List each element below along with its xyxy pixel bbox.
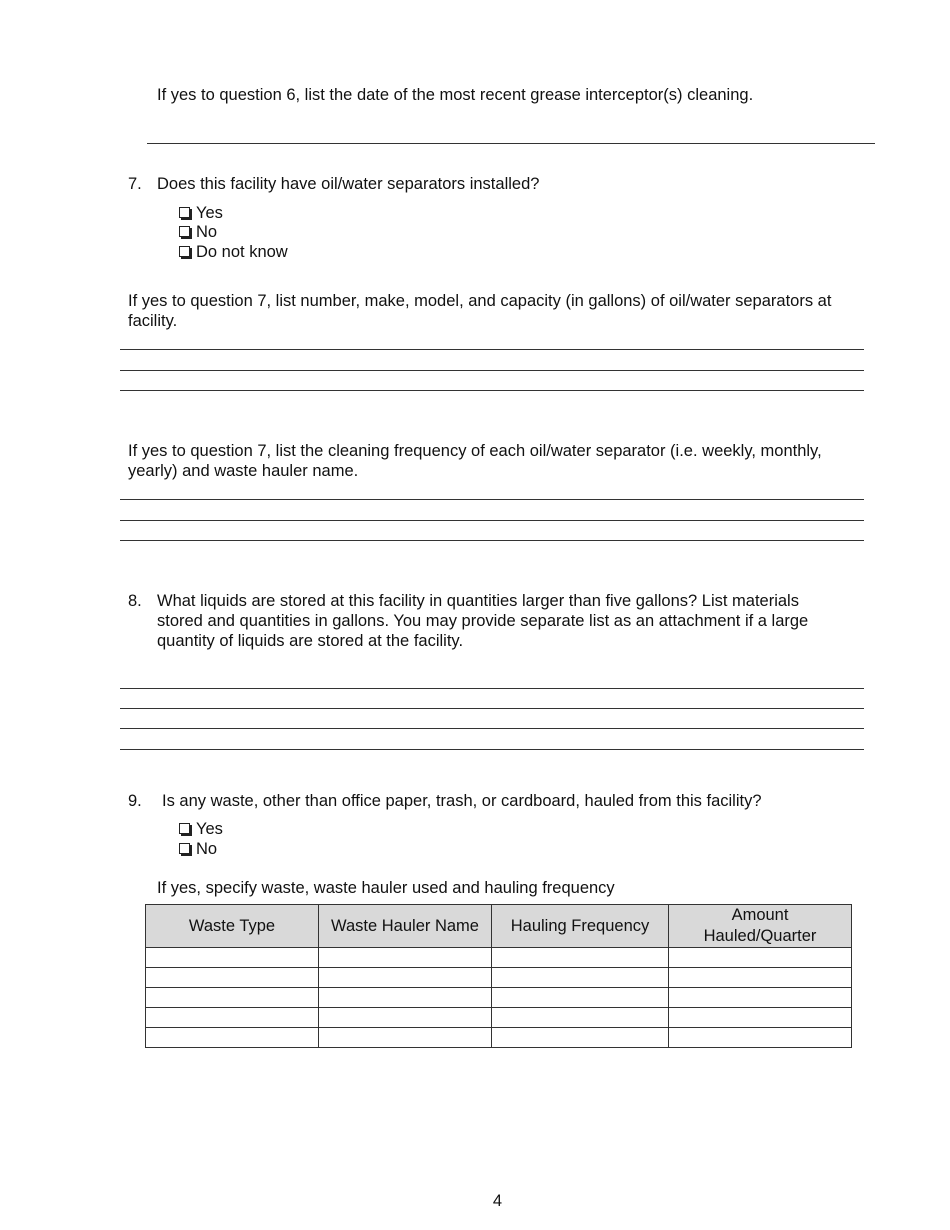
- q7-followup-1-text: If yes to question 7, list number, make, model, and capacity (in gallons) of oil/water separators at facility.: [128, 292, 832, 330]
- table-cell[interactable]: [492, 988, 669, 1008]
- q7-text: Does this facility have oil/water separators installed?: [157, 175, 540, 193]
- q7-answer-line[interactable]: [120, 520, 864, 521]
- q7-option-yes[interactable]: [179, 203, 223, 223]
- q9-option-no[interactable]: [179, 839, 217, 859]
- table-row: [146, 1028, 852, 1048]
- q9-option-yes[interactable]: [179, 819, 223, 839]
- q9-option-label: Yes: [196, 820, 223, 838]
- table-cell[interactable]: [492, 968, 669, 988]
- q8-number: 8.: [128, 592, 142, 610]
- q6-followup-text: If yes to question 6, list the date of the most recent grease interceptor(s) cleaning.: [157, 86, 754, 104]
- table-cell[interactable]: [319, 1008, 492, 1028]
- table-cell[interactable]: [319, 948, 492, 968]
- table-cell[interactable]: [146, 948, 319, 968]
- q7-option-label: Do not know: [196, 243, 288, 261]
- q7-option-do-not-know[interactable]: [179, 242, 288, 262]
- q8-answer-line[interactable]: [120, 708, 864, 709]
- table-cell[interactable]: [492, 1028, 669, 1048]
- table-cell[interactable]: [492, 1008, 669, 1028]
- q7-option-no[interactable]: [179, 222, 217, 242]
- table-cell[interactable]: [146, 988, 319, 1008]
- q7-answer-line[interactable]: [120, 499, 864, 500]
- q8-text: What liquids are stored at this facility in quantities larger than five gallons? List materials stored and quantities in gallons. You may provide separate list as an attachment if a large quantity of liquids are stored at the facility.: [157, 592, 809, 650]
- table-cell[interactable]: [492, 948, 669, 968]
- q9-followup-text: If yes, specify waste, waste hauler used and hauling frequency: [157, 879, 615, 897]
- checkbox-icon[interactable]: [179, 207, 190, 218]
- q7-answer-line[interactable]: [120, 390, 864, 391]
- table-cell[interactable]: [669, 968, 852, 988]
- waste-table: [145, 904, 852, 1048]
- checkbox-icon[interactable]: [179, 843, 190, 854]
- q7-option-label: No: [196, 223, 218, 241]
- table-row: [146, 1008, 852, 1028]
- checkbox-icon[interactable]: [179, 246, 190, 257]
- table-cell[interactable]: [319, 1028, 492, 1048]
- table-row: [146, 968, 852, 988]
- table-cell[interactable]: [146, 968, 319, 988]
- q7-followup-2-text: If yes to question 7, list the cleaning frequency of each oil/water separator (i.e. weekly, monthly, yearly) and waste hauler name.: [128, 442, 822, 480]
- table-cell[interactable]: [146, 1008, 319, 1028]
- q7-answer-line[interactable]: [120, 540, 864, 541]
- checkbox-icon[interactable]: [179, 823, 190, 834]
- col-header-waste-type: Waste Type: [146, 905, 319, 948]
- q7-answer-line[interactable]: [120, 370, 864, 371]
- page-number: 4: [492, 1192, 503, 1210]
- table-cell[interactable]: [669, 948, 852, 968]
- col-header-hauling-frequency: Hauling Frequency: [492, 905, 669, 948]
- q6-answer-line[interactable]: [147, 143, 875, 144]
- q8-answer-line[interactable]: [120, 728, 864, 729]
- q9-text: Is any waste, other than office paper, trash, or cardboard, hauled from this facility?: [162, 792, 762, 810]
- q9-option-label: No: [196, 840, 218, 858]
- q7-number: 7.: [128, 175, 142, 193]
- table-cell[interactable]: [669, 1008, 852, 1028]
- q8-answer-line[interactable]: [120, 688, 864, 689]
- q8-answer-line[interactable]: [120, 749, 864, 750]
- q7-answer-line[interactable]: [120, 349, 864, 350]
- col-header-waste-hauler-name: Waste Hauler Name: [319, 905, 492, 948]
- table-cell[interactable]: [319, 988, 492, 1008]
- q9-number: 9.: [128, 792, 142, 810]
- table-cell[interactable]: [319, 968, 492, 988]
- table-row: [146, 988, 852, 1008]
- col-header-amount-hauled-quarter: Amount Hauled/Quarter: [669, 905, 852, 948]
- waste-table-header-row: [146, 905, 852, 948]
- checkbox-icon[interactable]: [179, 226, 190, 237]
- table-row: [146, 948, 852, 968]
- table-cell[interactable]: [146, 1028, 319, 1048]
- q7-option-label: Yes: [196, 204, 223, 222]
- table-cell[interactable]: [669, 988, 852, 1008]
- table-cell[interactable]: [669, 1028, 852, 1048]
